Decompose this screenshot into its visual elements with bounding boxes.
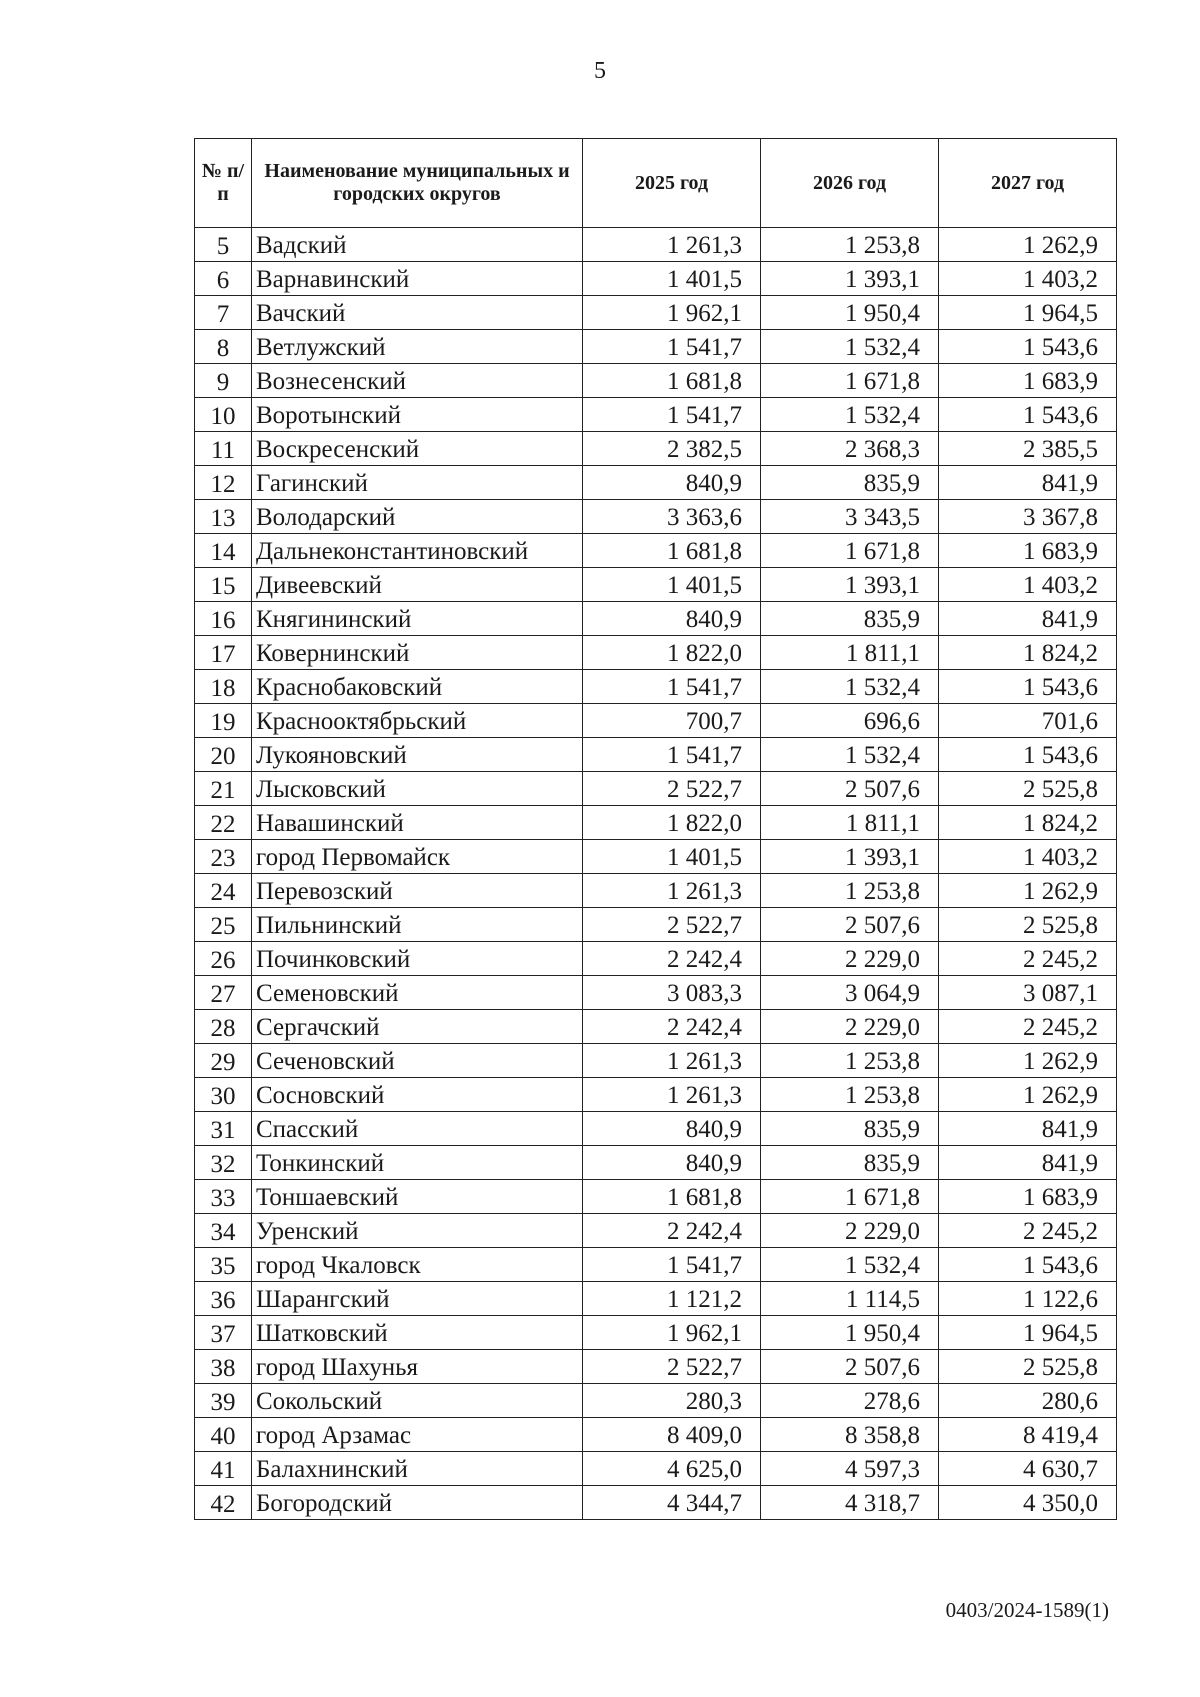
value-2025-cell: 3 083,3 xyxy=(583,976,761,1010)
table-body xyxy=(195,228,1117,1520)
row-number-cell: 29 xyxy=(195,1044,252,1078)
table-row xyxy=(195,262,1117,296)
row-number-cell: 36 xyxy=(195,1282,252,1316)
value-2026-cell: 3 064,9 xyxy=(761,976,939,1010)
district-name-cell: Сергачский xyxy=(252,1010,583,1044)
row-number-cell: 42 xyxy=(195,1486,252,1520)
table-row xyxy=(195,1248,1117,1282)
value-2026-cell: 3 343,5 xyxy=(761,500,939,534)
district-name-cell: Лысковский xyxy=(252,772,583,806)
district-name-cell: Сосновский xyxy=(252,1078,583,1112)
value-2026-cell: 2 507,6 xyxy=(761,772,939,806)
value-2027-cell: 2 245,2 xyxy=(939,1214,1117,1248)
value-2027-cell: 8 419,4 xyxy=(939,1418,1117,1452)
value-2027-cell: 3 087,1 xyxy=(939,976,1117,1010)
value-2025-cell: 700,7 xyxy=(583,704,761,738)
header-year-2026: 2026 год xyxy=(761,139,939,228)
value-2025-cell: 1 401,5 xyxy=(583,262,761,296)
district-name-cell: Пильнинский xyxy=(252,908,583,942)
value-2027-cell: 1 964,5 xyxy=(939,1316,1117,1350)
value-2027-cell: 4 350,0 xyxy=(939,1486,1117,1520)
district-name-cell: Вачский xyxy=(252,296,583,330)
row-number-cell: 38 xyxy=(195,1350,252,1384)
district-name-cell: Семеновский xyxy=(252,976,583,1010)
value-2025-cell: 840,9 xyxy=(583,466,761,500)
value-2026-cell: 1 811,1 xyxy=(761,806,939,840)
table-row xyxy=(195,1146,1117,1180)
value-2027-cell: 4 630,7 xyxy=(939,1452,1117,1486)
district-name-cell: Починковский xyxy=(252,942,583,976)
table-row xyxy=(195,976,1117,1010)
table-row xyxy=(195,1044,1117,1078)
table-row xyxy=(195,1010,1117,1044)
value-2026-cell: 1 811,1 xyxy=(761,636,939,670)
value-2025-cell: 1 541,7 xyxy=(583,670,761,704)
row-number-cell: 39 xyxy=(195,1384,252,1418)
district-name-cell: Княгининский xyxy=(252,602,583,636)
table-row xyxy=(195,772,1117,806)
table-row xyxy=(195,704,1117,738)
row-number-cell: 5 xyxy=(195,228,252,262)
table-row xyxy=(195,670,1117,704)
table-row xyxy=(195,1180,1117,1214)
row-number-cell: 16 xyxy=(195,602,252,636)
value-2026-cell: 1 532,4 xyxy=(761,670,939,704)
value-2027-cell: 701,6 xyxy=(939,704,1117,738)
value-2027-cell: 2 245,2 xyxy=(939,1010,1117,1044)
row-number-cell: 24 xyxy=(195,874,252,908)
district-name-cell: Сокольский xyxy=(252,1384,583,1418)
value-2027-cell: 1 543,6 xyxy=(939,330,1117,364)
value-2026-cell: 1 532,4 xyxy=(761,738,939,772)
value-2025-cell: 1 541,7 xyxy=(583,330,761,364)
value-2025-cell: 1 261,3 xyxy=(583,228,761,262)
value-2025-cell: 3 363,6 xyxy=(583,500,761,534)
value-2026-cell: 2 507,6 xyxy=(761,1350,939,1384)
table-row xyxy=(195,364,1117,398)
district-name-cell: Лукояновский xyxy=(252,738,583,772)
value-2026-cell: 278,6 xyxy=(761,1384,939,1418)
value-2026-cell: 1 253,8 xyxy=(761,228,939,262)
value-2027-cell: 1 262,9 xyxy=(939,1078,1117,1112)
value-2026-cell: 696,6 xyxy=(761,704,939,738)
row-number-cell: 10 xyxy=(195,398,252,432)
value-2025-cell: 1 261,3 xyxy=(583,874,761,908)
row-number-cell: 15 xyxy=(195,568,252,602)
row-number-cell: 13 xyxy=(195,500,252,534)
value-2026-cell: 835,9 xyxy=(761,1112,939,1146)
district-name-cell: Ковернинский xyxy=(252,636,583,670)
value-2027-cell: 1 543,6 xyxy=(939,1248,1117,1282)
value-2027-cell: 1 683,9 xyxy=(939,364,1117,398)
district-name-cell: Краснобаковский xyxy=(252,670,583,704)
row-number-cell: 32 xyxy=(195,1146,252,1180)
district-name-cell: Гагинский xyxy=(252,466,583,500)
row-number-cell: 17 xyxy=(195,636,252,670)
value-2025-cell: 1 822,0 xyxy=(583,636,761,670)
table-row xyxy=(195,908,1117,942)
district-name-cell: город Арзамас xyxy=(252,1418,583,1452)
value-2027-cell: 1 824,2 xyxy=(939,636,1117,670)
row-number-cell: 34 xyxy=(195,1214,252,1248)
table-row xyxy=(195,568,1117,602)
row-number-cell: 40 xyxy=(195,1418,252,1452)
value-2027-cell: 1 262,9 xyxy=(939,874,1117,908)
table-header-row xyxy=(195,139,1117,228)
table-row xyxy=(195,432,1117,466)
value-2026-cell: 1 532,4 xyxy=(761,398,939,432)
value-2025-cell: 4 344,7 xyxy=(583,1486,761,1520)
row-number-cell: 35 xyxy=(195,1248,252,1282)
district-name-cell: город Шахунья xyxy=(252,1350,583,1384)
value-2025-cell: 1 401,5 xyxy=(583,840,761,874)
value-2026-cell: 835,9 xyxy=(761,466,939,500)
table-row xyxy=(195,1112,1117,1146)
table-row xyxy=(195,738,1117,772)
district-name-cell: Дальнеконстантиновский xyxy=(252,534,583,568)
row-number-cell: 23 xyxy=(195,840,252,874)
value-2027-cell: 1 403,2 xyxy=(939,840,1117,874)
value-2027-cell: 841,9 xyxy=(939,466,1117,500)
value-2027-cell: 2 385,5 xyxy=(939,432,1117,466)
value-2026-cell: 1 950,4 xyxy=(761,296,939,330)
value-2025-cell: 1 822,0 xyxy=(583,806,761,840)
row-number-cell: 30 xyxy=(195,1078,252,1112)
value-2027-cell: 1 683,9 xyxy=(939,1180,1117,1214)
value-2027-cell: 2 245,2 xyxy=(939,942,1117,976)
district-name-cell: Краснооктябрьский xyxy=(252,704,583,738)
row-number-cell: 27 xyxy=(195,976,252,1010)
value-2026-cell: 2 229,0 xyxy=(761,1010,939,1044)
value-2027-cell: 280,6 xyxy=(939,1384,1117,1418)
value-2026-cell: 835,9 xyxy=(761,602,939,636)
value-2025-cell: 2 242,4 xyxy=(583,942,761,976)
row-number-cell: 41 xyxy=(195,1452,252,1486)
district-name-cell: Богородский xyxy=(252,1486,583,1520)
row-number-cell: 37 xyxy=(195,1316,252,1350)
value-2025-cell: 2 242,4 xyxy=(583,1010,761,1044)
value-2025-cell: 2 522,7 xyxy=(583,908,761,942)
row-number-cell: 19 xyxy=(195,704,252,738)
value-2027-cell: 1 403,2 xyxy=(939,262,1117,296)
row-number-cell: 8 xyxy=(195,330,252,364)
value-2026-cell: 1 532,4 xyxy=(761,330,939,364)
value-2027-cell: 3 367,8 xyxy=(939,500,1117,534)
value-2025-cell: 840,9 xyxy=(583,1146,761,1180)
value-2027-cell: 841,9 xyxy=(939,1112,1117,1146)
value-2027-cell: 1 262,9 xyxy=(939,228,1117,262)
value-2026-cell: 4 597,3 xyxy=(761,1452,939,1486)
row-number-cell: 11 xyxy=(195,432,252,466)
value-2026-cell: 2 229,0 xyxy=(761,1214,939,1248)
value-2025-cell: 280,3 xyxy=(583,1384,761,1418)
table-row xyxy=(195,806,1117,840)
header-name: Наименование муниципальных и городских округов xyxy=(252,139,583,228)
value-2026-cell: 1 671,8 xyxy=(761,534,939,568)
page-number: 5 xyxy=(594,58,606,84)
table-row xyxy=(195,1486,1117,1520)
district-name-cell: Тоншаевский xyxy=(252,1180,583,1214)
value-2027-cell: 2 525,8 xyxy=(939,908,1117,942)
table-row xyxy=(195,296,1117,330)
value-2025-cell: 2 522,7 xyxy=(583,1350,761,1384)
row-number-cell: 31 xyxy=(195,1112,252,1146)
value-2025-cell: 8 409,0 xyxy=(583,1418,761,1452)
value-2026-cell: 8 358,8 xyxy=(761,1418,939,1452)
value-2025-cell: 1 541,7 xyxy=(583,398,761,432)
district-name-cell: Варнавинский xyxy=(252,262,583,296)
value-2026-cell: 1 671,8 xyxy=(761,364,939,398)
district-name-cell: Уренский xyxy=(252,1214,583,1248)
value-2025-cell: 2 522,7 xyxy=(583,772,761,806)
row-number-cell: 21 xyxy=(195,772,252,806)
value-2027-cell: 841,9 xyxy=(939,1146,1117,1180)
table-row xyxy=(195,942,1117,976)
value-2026-cell: 1 253,8 xyxy=(761,1044,939,1078)
district-name-cell: Сеченовский xyxy=(252,1044,583,1078)
document-code: 0403/2024-1589(1) xyxy=(945,1598,1109,1622)
value-2025-cell: 1 681,8 xyxy=(583,534,761,568)
row-number-cell: 33 xyxy=(195,1180,252,1214)
value-2027-cell: 2 525,8 xyxy=(939,1350,1117,1384)
value-2027-cell: 1 824,2 xyxy=(939,806,1117,840)
row-number-cell: 7 xyxy=(195,296,252,330)
value-2025-cell: 1 541,7 xyxy=(583,1248,761,1282)
value-2025-cell: 1 962,1 xyxy=(583,296,761,330)
district-name-cell: город Первомайск xyxy=(252,840,583,874)
header-year-2025: 2025 год xyxy=(583,139,761,228)
table-row xyxy=(195,1418,1117,1452)
value-2025-cell: 2 242,4 xyxy=(583,1214,761,1248)
value-2026-cell: 4 318,7 xyxy=(761,1486,939,1520)
value-2025-cell: 1 401,5 xyxy=(583,568,761,602)
row-number-cell: 25 xyxy=(195,908,252,942)
district-name-cell: Шатковский xyxy=(252,1316,583,1350)
table-row xyxy=(195,874,1117,908)
header-num: № п/п xyxy=(195,139,252,228)
row-number-cell: 6 xyxy=(195,262,252,296)
table-row xyxy=(195,330,1117,364)
value-2026-cell: 1 393,1 xyxy=(761,840,939,874)
district-name-cell: Перевозский xyxy=(252,874,583,908)
value-2026-cell: 1 393,1 xyxy=(761,568,939,602)
row-number-cell: 26 xyxy=(195,942,252,976)
table-row xyxy=(195,636,1117,670)
value-2025-cell: 1 962,1 xyxy=(583,1316,761,1350)
district-name-cell: Спасский xyxy=(252,1112,583,1146)
table-row xyxy=(195,1350,1117,1384)
value-2027-cell: 1 543,6 xyxy=(939,738,1117,772)
district-name-cell: Балахнинский xyxy=(252,1452,583,1486)
value-2026-cell: 1 950,4 xyxy=(761,1316,939,1350)
table-row xyxy=(195,602,1117,636)
value-2026-cell: 2 507,6 xyxy=(761,908,939,942)
value-2025-cell: 4 625,0 xyxy=(583,1452,761,1486)
table-row xyxy=(195,1316,1117,1350)
district-name-cell: Воротынский xyxy=(252,398,583,432)
table-row xyxy=(195,534,1117,568)
row-number-cell: 12 xyxy=(195,466,252,500)
value-2027-cell: 1 683,9 xyxy=(939,534,1117,568)
value-2027-cell: 841,9 xyxy=(939,602,1117,636)
value-2026-cell: 1 253,8 xyxy=(761,874,939,908)
district-name-cell: Шарангский xyxy=(252,1282,583,1316)
district-name-cell: Навашинский xyxy=(252,806,583,840)
value-2025-cell: 2 382,5 xyxy=(583,432,761,466)
district-name-cell: Володарский xyxy=(252,500,583,534)
table-row xyxy=(195,1282,1117,1316)
table-row xyxy=(195,1078,1117,1112)
table-row xyxy=(195,840,1117,874)
value-2027-cell: 1 543,6 xyxy=(939,670,1117,704)
row-number-cell: 28 xyxy=(195,1010,252,1044)
value-2026-cell: 2 229,0 xyxy=(761,942,939,976)
row-number-cell: 20 xyxy=(195,738,252,772)
value-2027-cell: 1 262,9 xyxy=(939,1044,1117,1078)
value-2025-cell: 1 261,3 xyxy=(583,1078,761,1112)
district-name-cell: Вознесенский xyxy=(252,364,583,398)
table-row xyxy=(195,500,1117,534)
value-2027-cell: 1 122,6 xyxy=(939,1282,1117,1316)
value-2025-cell: 1 121,2 xyxy=(583,1282,761,1316)
table-row xyxy=(195,466,1117,500)
district-name-cell: город Чкаловск xyxy=(252,1248,583,1282)
district-name-cell: Тонкинский xyxy=(252,1146,583,1180)
table-row xyxy=(195,1214,1117,1248)
value-2025-cell: 1 541,7 xyxy=(583,738,761,772)
value-2025-cell: 1 261,3 xyxy=(583,1044,761,1078)
value-2027-cell: 1 964,5 xyxy=(939,296,1117,330)
value-2026-cell: 1 393,1 xyxy=(761,262,939,296)
district-name-cell: Воскресенский xyxy=(252,432,583,466)
value-2026-cell: 835,9 xyxy=(761,1146,939,1180)
table-row xyxy=(195,1384,1117,1418)
value-2027-cell: 1 543,6 xyxy=(939,398,1117,432)
table-row xyxy=(195,1452,1117,1486)
value-2025-cell: 840,9 xyxy=(583,1112,761,1146)
district-name-cell: Вадский xyxy=(252,228,583,262)
district-name-cell: Ветлужский xyxy=(252,330,583,364)
value-2026-cell: 1 671,8 xyxy=(761,1180,939,1214)
table-row xyxy=(195,398,1117,432)
header-year-2027: 2027 год xyxy=(939,139,1117,228)
value-2026-cell: 1 532,4 xyxy=(761,1248,939,1282)
value-2026-cell: 1 114,5 xyxy=(761,1282,939,1316)
row-number-cell: 18 xyxy=(195,670,252,704)
value-2025-cell: 1 681,8 xyxy=(583,364,761,398)
row-number-cell: 22 xyxy=(195,806,252,840)
value-2026-cell: 1 253,8 xyxy=(761,1078,939,1112)
district-name-cell: Дивеевский xyxy=(252,568,583,602)
table-row xyxy=(195,228,1117,262)
row-number-cell: 14 xyxy=(195,534,252,568)
allocation-table xyxy=(194,138,1117,1520)
value-2027-cell: 1 403,2 xyxy=(939,568,1117,602)
row-number-cell: 9 xyxy=(195,364,252,398)
value-2025-cell: 840,9 xyxy=(583,602,761,636)
value-2026-cell: 2 368,3 xyxy=(761,432,939,466)
value-2025-cell: 1 681,8 xyxy=(583,1180,761,1214)
value-2027-cell: 2 525,8 xyxy=(939,772,1117,806)
